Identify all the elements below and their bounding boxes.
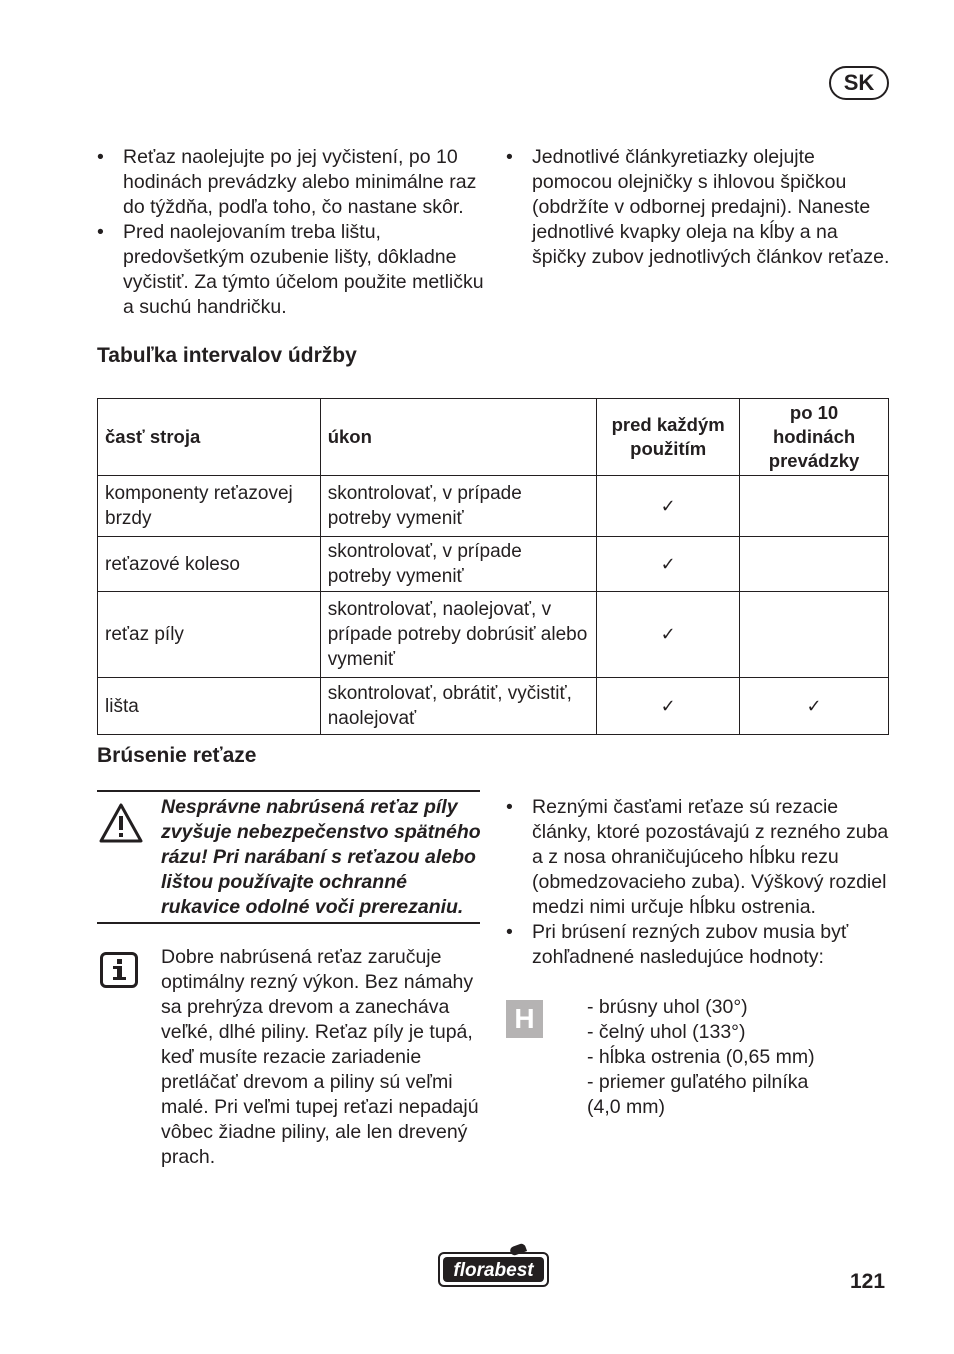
checkmark-icon: ✓ [597, 476, 740, 537]
cell-after-10h [740, 537, 889, 592]
list-item: • Reznými časťami reťaze sú rezacie články, ktoré pozostávajú z rezného zuba a z nosa ohraničujúceho hĺbku rezu (obmedzovacieho zuba). Výškový rozdiel medzi nimi určuje hĺbku ostrenia. [506, 795, 891, 920]
header-after-10h: po 10 hodinách prevádzky [740, 399, 889, 476]
list-item: • Reťaz naolejujte po jej vyčistení, po 10 hodinách prevádzky alebo minimálne raz do týždňa, podľa toho, čo nastane skôr. [97, 145, 487, 220]
language-badge: SK [829, 66, 889, 100]
section-heading-sharpening: Brúsenie reťaze [97, 744, 257, 767]
cell-action: skontrolovať, obrátiť, vyčistiť, naolejovať [320, 678, 597, 735]
florabest-logo [438, 1252, 549, 1287]
maintenance-table [97, 398, 889, 735]
header-before-use: pred každým použitím [597, 399, 740, 476]
warning-triangle-icon [98, 802, 144, 844]
list-item: • Pred naolejovaním treba lištu, predovšetkým ozubenie lišty, dôkladne vyčistiť. Za týmto účelom použite metličku a suchú handričku. [97, 220, 487, 320]
value-item: - priemer guľatého pilníka [587, 1071, 809, 1093]
cell-action: skontrolovať, v prípade potreby vymeniť [320, 476, 597, 537]
checkmark-icon: ✓ [597, 678, 740, 735]
figure-label-badge: H [506, 1000, 543, 1038]
checkmark-icon: ✓ [597, 537, 740, 592]
value-item: - hĺbka ostrenia (0,65 mm) [587, 1046, 815, 1068]
cell-action: skontrolovať, naolejovať, v prípade potreby dobrúsiť alebo vymeniť [320, 592, 597, 678]
sharpening-values [587, 995, 887, 1120]
list-item: • Pri brúsení rezných zubov musia byť zohľadnené nasledujúce hodnoty: [506, 920, 891, 970]
cell-part: reťazové koleso [98, 537, 321, 592]
cell-after-10h [740, 476, 889, 537]
table-row [98, 678, 889, 735]
page-number: 121 [850, 1270, 886, 1293]
warning-top-rule [97, 790, 480, 792]
leaf-icon [509, 1243, 527, 1257]
table-row [98, 476, 889, 537]
table-row [98, 537, 889, 592]
table-row [98, 592, 889, 678]
header-part: časť stroja [98, 399, 321, 476]
cell-action: skontrolovať, v prípade potreby vymeniť [320, 537, 597, 592]
cell-part: reťaz píly [98, 592, 321, 678]
checkmark-icon: ✓ [740, 678, 889, 735]
intro-left-list [97, 145, 487, 320]
sharpening-right-list [506, 795, 891, 970]
cell-after-10h [740, 592, 889, 678]
warning-text: Nesprávne nabrúsená reťaz píly zvyšuje nebezpečenstvo spätného rázu! Pri narábaní s reťazou alebo lištou používajte ochranné rukavice odolné voči prerezaniu. [161, 796, 481, 918]
value-item: - brúsny uhol (30°) [587, 996, 748, 1018]
value-item: (4,0 mm) [587, 1096, 665, 1118]
intro-right-list [506, 145, 891, 270]
warning-bottom-rule [97, 922, 480, 924]
section-heading-maintenance: Tabuľka intervalov údržby [97, 344, 357, 367]
info-icon [100, 952, 138, 988]
list-item: • Jednotlivé článkyretiazky olejujte pomocou olejničky s ihlovou špičkou (obdržíte v odbornej predajni). Naneste jednotlivé kvapky oleja na kĺby a na špičky zubov jednotlivých článkov reťaze. [506, 145, 891, 270]
header-action: úkon [320, 399, 597, 476]
table-header-row [98, 399, 889, 476]
cell-part: lišta [98, 678, 321, 735]
info-text: Dobre nabrúsená reťaz zaručuje optimálny rezný výkon. Bez námahy sa prehrýza drevom a zanecháva veľké, dlhé piliny. Reťaz píly je tupá, keď musíte rezacie zariadenie pretláčať drevom a piliny sú veľmi malé. Pri veľmi tupej reťazi nepadajú vôbec žiadne piliny, ale len drevený prach. [161, 946, 479, 1168]
checkmark-icon: ✓ [597, 592, 740, 678]
logo-text: florabest [453, 1260, 534, 1281]
value-item: - čelný uhol (133°) [587, 1021, 746, 1043]
cell-part: komponenty reťazovej brzdy [98, 476, 321, 537]
